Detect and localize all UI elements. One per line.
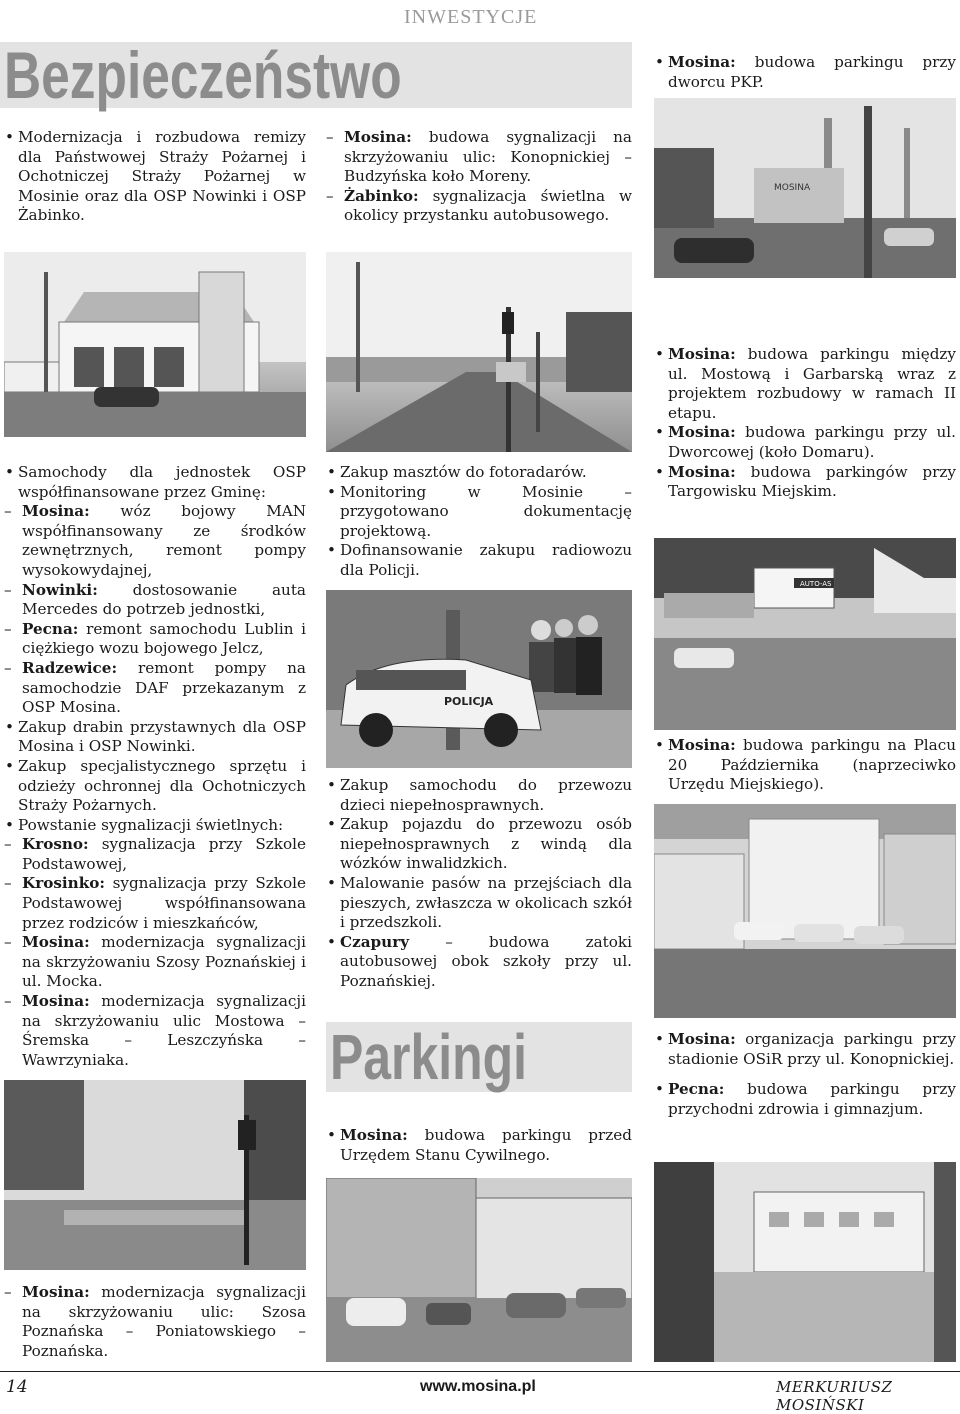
list-item: • Mosina: budowa parkingu na Placu 20 Października (naprzeciwko Urzędu Miejskiego). (654, 736, 956, 795)
station-sign: MOSINA (774, 183, 811, 193)
list-item: – Nowinki: dostosowanie auta Mercedes do potrzeb jednostki, (4, 581, 306, 620)
list-item: • Pecna: budowa parkingu przy przychodni zdrowia i gimnazjum. (654, 1080, 956, 1119)
list-item: • Mosina: budowa parkingu przy ul. Dworcowej (koło Domaru). (654, 423, 956, 462)
crossroads-photo (4, 1080, 306, 1270)
list-item: – Mosina: modernizacja sygnalizacji na skrzyżowaniu ulic: Szosa Poznańska – Poniatowskiego – Poznańska. (4, 1283, 306, 1361)
list-item: – Mosina: wóz bojowy MAN współfinansowany ze środków zewnętrznych, remont pompy wysokowydajnej, (4, 502, 306, 580)
list-item: – Krosinko: sygnalizacja przy Szkole Podstawowej współfinansowana przez rodziców i mieszkańców, (4, 874, 306, 933)
col3-top-text (654, 53, 956, 92)
clinic-parking-photo (654, 1162, 956, 1362)
police-car-photo (326, 590, 632, 768)
page-number: 14 (6, 1377, 28, 1397)
list-item: – Pecna: remont samochodu Lublin i ciężkiego wozu bojowego Jelcz, (4, 620, 306, 659)
list-item: • Mosina: budowa parkingu przy dworcu PKP. (654, 53, 956, 92)
list-item: • Samochody dla jednostek OSP współfinansowane przez Gminę: (4, 463, 306, 502)
list-item: • Dofinansowanie zakupu radiowozu dla Policji. (326, 541, 632, 580)
col1-top-text (4, 128, 306, 226)
col1-bottom-text (4, 1283, 306, 1361)
parking-station-photo (654, 98, 956, 278)
list-item: • Zakup samochodu do przewozu dzieci niepełnosprawnych. (326, 776, 632, 815)
list-item: – Żabinko: sygnalizacja świetlna w okolicy przystanku autobusowego. (326, 187, 632, 226)
parkingi-title: Parkingi (330, 1021, 527, 1093)
col2-mid-text (326, 463, 632, 581)
list-item: • Mosina: budowa parkingów przy Targowisku Miejskim. (654, 463, 956, 502)
col3-low-text (654, 736, 956, 795)
list-item: • Zakup masztów do fotoradarów. (326, 463, 632, 483)
section-title: Bezpieczeństwo (4, 38, 402, 112)
list-item: • Zakup drabin przystawnych dla OSP Mosina i OSP Nowinki. (4, 718, 306, 757)
parking-square-photo (654, 804, 956, 1018)
list-item: • Mosina: budowa parkingu między ul. Mostową i Garbarską wraz z projektem rozbudowy w ramach II etapu. (654, 345, 956, 423)
list-item: – Mosina: modernizacja sygnalizacji na skrzyżowaniu Szosy Poznańskiej i ul. Mocka. (4, 933, 306, 992)
list-item: • Mosina: budowa parkingu przed Urzędem Stanu Cywilnego. (326, 1126, 632, 1165)
col1-mid-text (4, 463, 306, 1070)
parking-market-photo (654, 538, 956, 730)
fire-station-photo (4, 252, 306, 437)
police-sign: POLICJA (444, 695, 494, 708)
col2-top-text (326, 128, 632, 226)
footer-url[interactable]: www.mosina.pl (420, 1378, 536, 1395)
col2-low-text (326, 776, 632, 992)
list-item: • Mosina: organizacja parkingu przy stadionie OSiR przy ul. Konopnickiej. (654, 1030, 956, 1069)
col3-bottom-text (654, 1030, 956, 1119)
list-item: – Mosina: budowa sygnalizacji na skrzyżowaniu ulic: Konopnickiej – Budzyńska koło Moreny. (326, 128, 632, 187)
traffic-light-road-photo (326, 252, 632, 452)
list-item: • Czapury – budowa zatoki autobusowej obok szkoły przy ul. Poznańskiej. (326, 933, 632, 992)
col3-mid-text (654, 345, 956, 502)
list-item: • Monitoring w Mosinie – przygotowano dokumentację projektową. (326, 483, 632, 542)
parkingi-text (326, 1126, 632, 1165)
list-item: – Mosina: modernizacja sygnalizacji na skrzyżowaniu ulic Mostowa – Śremska – Leszczyńska – Wawrzyniaka. (4, 992, 306, 1070)
publication-name: MERKURIUSZ MOSIŃSKI (776, 1378, 893, 1414)
list-item: – Radzewice: remont pompy na samochodzie DAF przekazanym z OSP Mosina. (4, 659, 306, 718)
section-tag: INWESTYCJE (404, 6, 538, 28)
list-item: – Krosno: sygnalizacja przy Szkole Podstawowej, (4, 835, 306, 874)
shop-sign: AUTO-AS (800, 580, 832, 588)
footer-rule (0, 1371, 960, 1372)
list-item: • Zakup specjalistycznego sprzętu i odzieży ochronnej dla Ochotniczych Straży Pożarnych. (4, 757, 306, 816)
list-item: • Modernizacja i rozbudowa remizy dla Państwowej Straży Pożarnej i Ochotniczej Straży Pożarnej w Mosinie oraz dla OSP Nowinki i OSP Żabinko. (4, 128, 306, 226)
usc-parking-photo (326, 1178, 632, 1362)
list-item: • Powstanie sygnalizacji świetlnych: (4, 816, 306, 836)
list-item: • Zakup pojazdu do przewozu osób niepełnosprawnych z windą dla wózków inwalidzkich. (326, 815, 632, 874)
list-item: • Malowanie pasów na przejściach dla pieszych, zwłaszcza w okolicach szkół i przedszkoli. (326, 874, 632, 933)
